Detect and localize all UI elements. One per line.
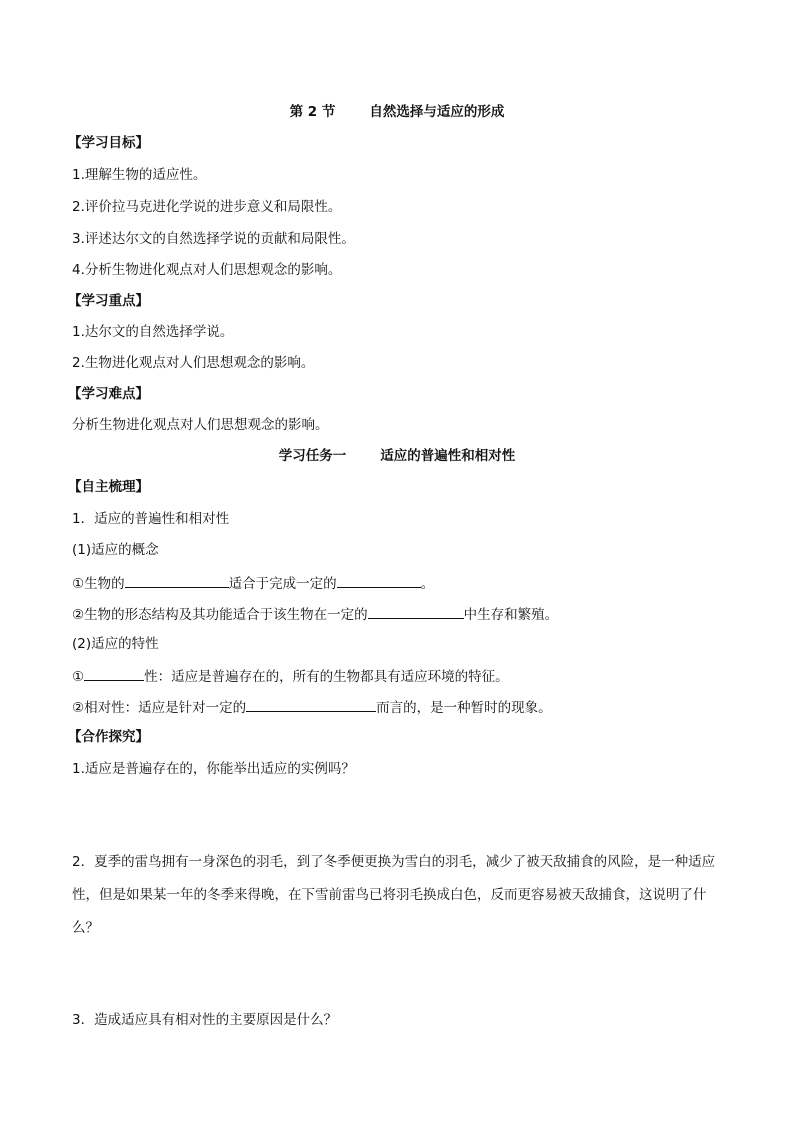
key-points-heading: 【学习重点】 <box>68 293 149 309</box>
objective-item: 1.理解生物的适应性。 <box>72 167 207 183</box>
answer-blank[interactable] <box>84 666 144 681</box>
question: 3．造成适应具有相对性的主要原因是什么？ <box>72 1012 338 1028</box>
section-number: 第 2 节 <box>289 104 336 120</box>
fill-in-line: ① 性：适应是普遍存在的，所有的生物都具有适应环境的特征。 <box>72 666 509 686</box>
key-point-item: 1.达尔文的自然选择学说。 <box>72 324 234 340</box>
answer-blank[interactable] <box>125 573 229 588</box>
section-name: 自然选择与适应的形成 <box>369 104 505 120</box>
task-label: 学习任务一 <box>278 448 347 464</box>
section-title <box>0 103 794 121</box>
question: 1.适应是普遍存在的，你能举出适应的实例吗？ <box>72 761 355 777</box>
fill-in-line: ②生物的形态结构及其功能适合于该生物在一定的 中生存和繁殖。 <box>72 604 558 624</box>
cooperation-heading: 【合作探究】 <box>68 729 149 745</box>
objectives-heading: 【学习目标】 <box>68 135 149 151</box>
key-point-item: 2.生物进化观点对人们思想观念的影响。 <box>72 355 315 371</box>
fill-in-line: ①生物的 适合于完成一定的 。 <box>72 573 434 593</box>
objective-item: 2.评价拉马克进化学说的进步意义和局限性。 <box>72 199 342 215</box>
task-title <box>0 447 794 465</box>
self-study-subheading: (2)适应的特性 <box>72 636 159 652</box>
fill-in-line: ②相对性：适应是针对一定的 而言的，是一种暂时的现象。 <box>72 697 552 717</box>
objective-item: 3.评述达尔文的自然选择学说的贡献和局限性。 <box>72 231 355 247</box>
self-study-subheading: (1)适应的概念 <box>72 542 159 558</box>
task-name: 适应的普遍性和相对性 <box>380 448 516 464</box>
objective-item: 4.分析生物进化观点对人们思想观念的影响。 <box>72 262 342 278</box>
answer-blank[interactable] <box>337 573 421 588</box>
question: 2．夏季的雷鸟拥有一身深色的羽毛，到了冬季便更换为雪白的羽毛，减少了被天敌捕食的风险，是一种适应性，但是如果某一年的冬季来得晚，在下雪前雷鸟已将羽毛换成白色，反而更容易被天敌捕食，这说明了什么？ <box>72 854 716 936</box>
answer-blank[interactable] <box>368 604 464 619</box>
difficulty-item: 分析生物进化观点对人们思想观念的影响。 <box>72 417 329 433</box>
self-study-item: 1．适应的普遍性和相对性 <box>72 511 230 527</box>
self-study-heading: 【自主梳理】 <box>68 479 149 495</box>
difficulties-heading: 【学习难点】 <box>68 386 149 402</box>
answer-blank[interactable] <box>246 697 376 712</box>
